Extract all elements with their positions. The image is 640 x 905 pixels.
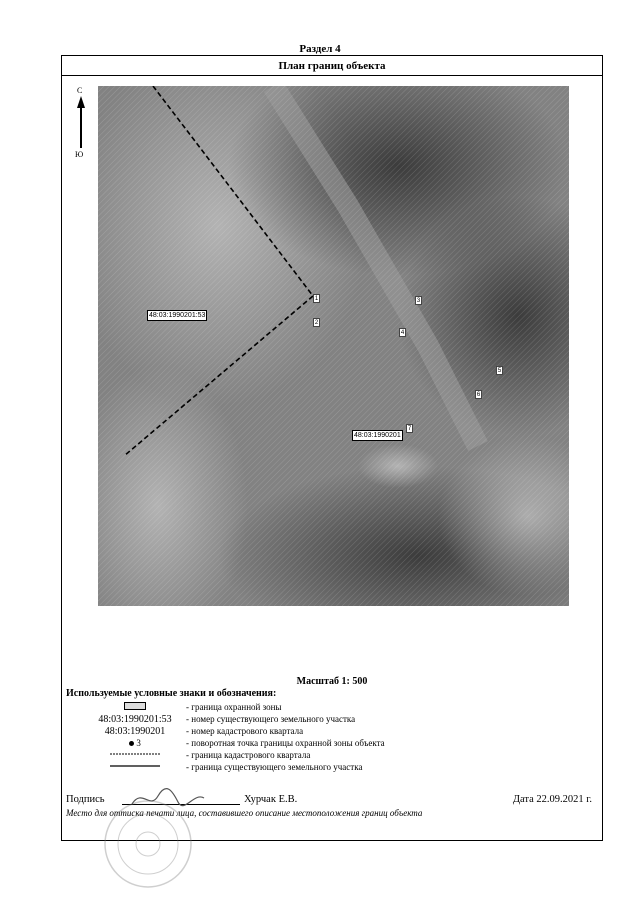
legend-title: Используемые условные знаки и обозначения: [66, 688, 277, 699]
north-arrow [67, 86, 95, 166]
legend-symbol-point [80, 738, 190, 748]
seal-place-text: Место для оттиска печати лица, составившего описание местоположения границ объекта [66, 808, 423, 818]
document-frame [61, 55, 603, 841]
turn-point: 6 [476, 392, 481, 398]
legend-desc: - граница охранной зоны [186, 702, 282, 712]
map-imagery [98, 86, 569, 606]
south-label: Ю [75, 150, 84, 159]
scale-text: Масштаб 1: 500 [296, 676, 368, 687]
legend-symbol-quarter: 48:03:1990201 [104, 726, 166, 737]
hatch-box-icon [124, 702, 146, 710]
turn-point: 3 [416, 298, 421, 304]
legend-row-point [62, 738, 602, 750]
signer-name: Хурчак Е.В. [244, 794, 298, 805]
satellite-map [98, 86, 569, 606]
signature-date: Дата 22.09.2021 г. [512, 794, 592, 805]
legend-point-number: 3 [136, 738, 141, 748]
legend-row-parcel-boundary [62, 762, 602, 774]
legend-symbol-hatch [80, 702, 190, 712]
legend-desc: - номер кадастрового квартала [186, 726, 304, 736]
turn-point: 4 [400, 330, 405, 336]
turn-point: 5 [497, 368, 502, 374]
quarter-label: 48:03:1990201 [354, 432, 401, 439]
section-title: Раздел 4 [299, 43, 341, 55]
legend-row-zone [62, 702, 602, 714]
legend-desc: - номер существующего земельного участка [186, 714, 356, 724]
turn-point: 1 [314, 296, 319, 302]
solid-line-icon [110, 762, 160, 770]
dot-icon [129, 741, 134, 746]
legend-row-parcel [62, 714, 602, 726]
legend-row-quarter [62, 726, 602, 738]
stamp-seal [102, 798, 194, 890]
legend-symbol-dashed-line [80, 750, 190, 760]
turn-point: 2 [314, 320, 319, 326]
north-label: С [77, 86, 83, 95]
turn-point: 7 [407, 426, 412, 432]
parcel-label: 48:03:1990201:53 [149, 312, 206, 319]
legend-symbol-solid-line [80, 762, 190, 772]
dashed-line-icon [110, 750, 160, 758]
signature-label: Подпись [66, 794, 105, 805]
legend-desc: - граница кадастрового квартала [186, 750, 311, 760]
legend-symbol-parcel: 48:03:1990201:53 [98, 714, 172, 725]
plan-title: План границ объекта [62, 56, 602, 76]
legend-row-quarter-boundary [62, 750, 602, 762]
legend-desc: - поворотная точка границы охранной зоны объекта [186, 738, 385, 748]
legend-desc: - граница существующего земельного участка [186, 762, 363, 772]
